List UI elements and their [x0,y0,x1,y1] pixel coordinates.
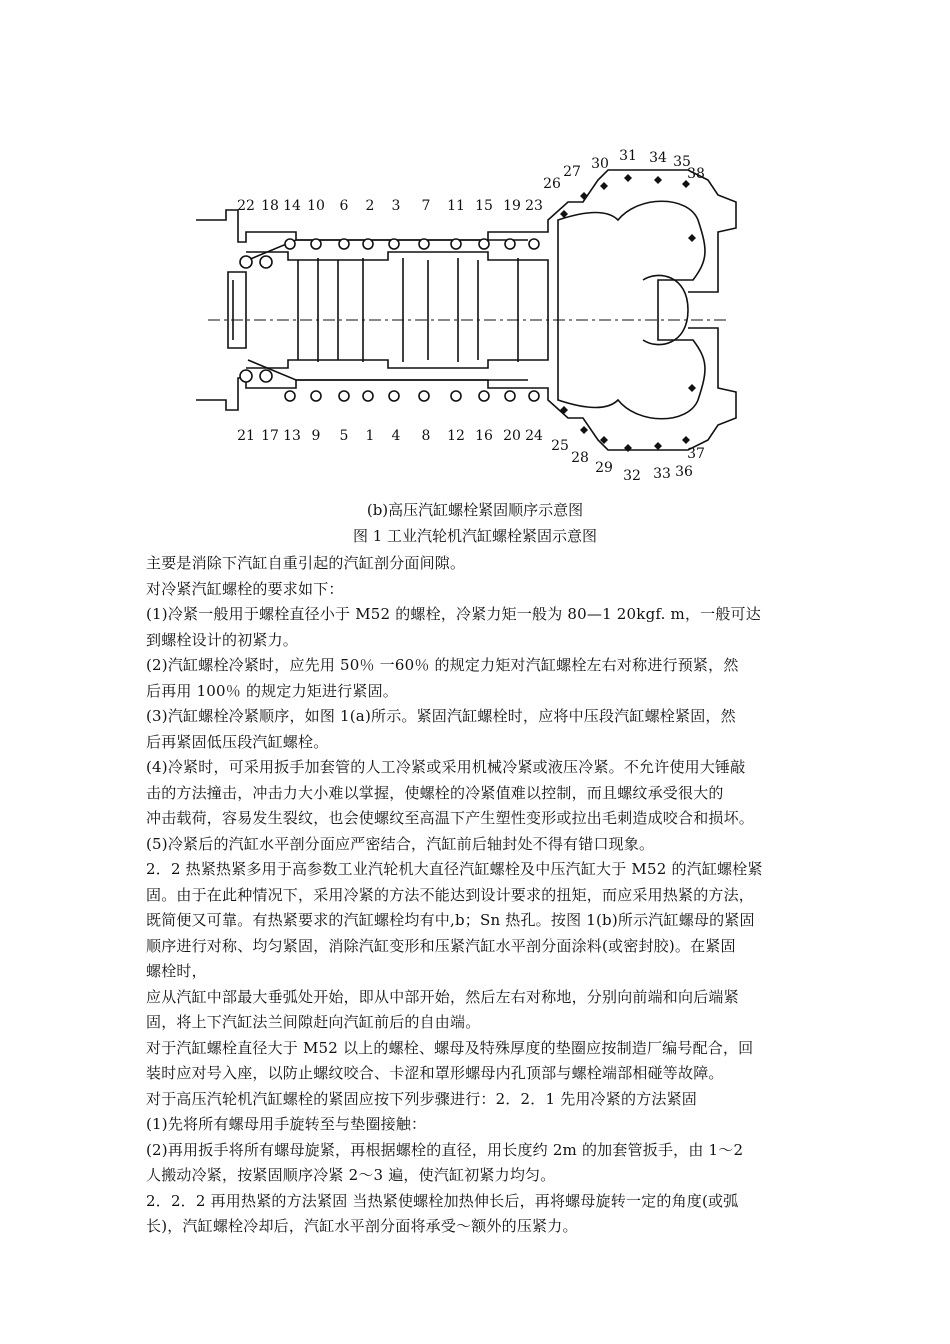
bolt-number-label: 1 [365,428,375,444]
text-line: 主要是消除下汽缸自重引起的汽缸剖分面间隙。 [146,554,466,572]
figure-caption-b: (b)高压汽缸螺栓紧固顺序示意图 [366,501,584,519]
text-line: (5)冷紧后的汽缸水平剖分面应严密结合，汽缸前后轴封处不得有错口现象。 [146,834,655,853]
bolt-number-label: 2 [365,198,375,214]
bolt-number-label: 10 [307,198,325,214]
bolt-number-label: 25 [551,438,569,454]
text-line: 对于汽缸螺栓直径大于 M52 以上的螺栓、螺母及特殊厚度的垫圈应按制造厂编号配合，回 [146,1038,754,1057]
bolt-number-label: 19 [503,198,521,214]
text-line: (1)冷紧一般用于螺栓直径小于 M52 的螺栓，冷紧力矩一般为 80—1 20kgf. m，一般可达 [146,605,761,623]
bolt-number-label: 22 [237,198,255,214]
text-line: 冲击载荷，容易发生裂纹，也会使螺纹至高温下产生塑性变形或拉出毛刺造成咬合和损坏。 [146,809,755,827]
bolt-number-label: 6 [339,198,349,214]
text-line: (2)汽缸螺栓冷紧时，应先用 50％ 一60％ 的规定力矩对汽缸螺栓左右对称进行预紧，然 [146,656,739,674]
bolt-number-label: 11 [447,198,465,214]
bolt-number-label: 31 [619,148,637,164]
text-line: 装时应对号入座，以防止螺纹咬合、卡涩和罩形螺母内孔顶部与螺栓端部相碰等故障。 [146,1064,724,1082]
body-text [146,551,826,1240]
text-line: 2．2．2 再用热紧的方法紧固 当热紧使螺栓加热伸长后，再将螺母旋转一定的角度(或弧 [146,1191,739,1210]
text-line: 到螺栓设计的初紧力。 [146,630,299,649]
text-line: 固，将上下汽缸法兰间隙赶向汽缸前后的自由端。 [146,1013,481,1031]
bolt-number-label: 16 [475,428,493,444]
bolt-number-label: 3 [391,198,401,214]
text-line: 应从汽缸中部最大垂弧处开始，即从中部开始，然后左右对称地，分别向前端和向后端紧 [146,987,739,1006]
text-line: 后再用 100％ 的规定力矩进行紧固。 [146,681,398,700]
bolt-number-label: 30 [591,156,609,172]
bolt-number-label: 15 [475,198,493,214]
bolt-number-label: 34 [649,150,667,166]
text-line: 对冷紧汽缸螺栓的要求如下： [146,579,344,598]
bolt-number-label: 21 [237,428,255,444]
figure-caption-main: 图 1 工业汽轮机汽缸螺栓紧固示意图 [352,527,598,545]
bolt-number-label: 36 [675,464,693,480]
text-line: 2．2 热紧热紧多用于高参数工业汽轮机大直径汽缸螺栓及中压汽缸大于 M52 的汽缸螺栓紧 [146,860,763,878]
bolt-number-label: 17 [261,428,279,444]
bolt-number-label: 37 [687,446,705,462]
bolt-number-label: 13 [283,428,301,444]
text-line: 固。由于在此种情况下，采用冷紧的方法不能达到设计要求的扭矩，而应采用热紧的方法， [146,885,755,904]
bolt-number-label: 20 [503,428,521,444]
bolt-number-label: 5 [339,428,349,444]
text-line: 长)，汽缸螺栓冷却后，汽缸水平剖分面将承受～额外的压紧力。 [146,1217,578,1235]
bolt-number-label: 4 [391,428,401,444]
text-line: 螺栓时， [146,962,207,980]
text-line: (4)冷紧时，可采用扳手加套管的人工冷紧或采用机械冷紧或液压冷紧。不允许使用大锤敲 [146,758,746,776]
text-line: 既简便又可靠。有热紧要求的汽缸螺栓均有中,b；Sn 热孔。按图 1(b)所示汽缸螺母的紧固 [146,911,755,929]
bolt-number-label: 18 [261,198,279,214]
text-line: (3)汽缸螺栓冷紧顺序，如图 1(a)所示。紧固汽缸螺栓时，应将中压段汽缸螺栓紧固，然 [146,707,736,725]
text-line: 顺序进行对称、均匀紧固，消除汽缸变形和压紧汽缸水平剖分面涂料(或密封胶)。在紧固 [146,936,736,955]
bolt-number-label: 7 [421,198,431,214]
bolt-number-label: 32 [623,468,641,484]
bolt-number-label: 29 [595,460,613,476]
turbine-casing-drawing [188,140,744,490]
text-line: 击的方法撞击，冲击力大小难以掌握，使螺栓的冷紧值难以控制，而且螺纹承受很大的 [146,783,724,802]
bolt-number-label: 14 [283,198,301,214]
bolt-number-label: 35 [673,154,691,170]
bolt-number-label: 26 [543,176,561,192]
text-line: 对于高压汽轮机汽缸螺栓的紧固应按下列步骤进行：2．2．1 先用冷紧的方法紧固 [146,1089,698,1108]
bolt-number-label: 27 [563,164,581,180]
text-line: (2)再用扳手将所有螺母旋紧，再根据螺栓的直径，用长度约 2m 的加套管扳手，由 1～2 [146,1140,744,1159]
bolt-number-label: 28 [571,450,589,466]
bolt-number-label: 33 [653,466,671,482]
bolt-number-label: 8 [421,428,431,444]
bolt-sequence-figure [188,140,744,490]
bolt-number-label: 38 [687,166,705,182]
text-line: 后再紧固低压段汽缸螺栓。 [146,732,329,751]
text-line: 人搬动冷紧，按紧固顺序冷紧 2～3 遍，使汽缸初紧力均匀。 [146,1166,556,1184]
bolt-number-label: 24 [525,428,543,444]
bolt-number-label: 23 [525,198,543,214]
bolt-number-label: 9 [311,428,321,444]
text-line: (1)先将所有螺母用手旋转至与垫圈接触： [146,1115,427,1133]
bolt-number-label: 12 [447,428,465,444]
